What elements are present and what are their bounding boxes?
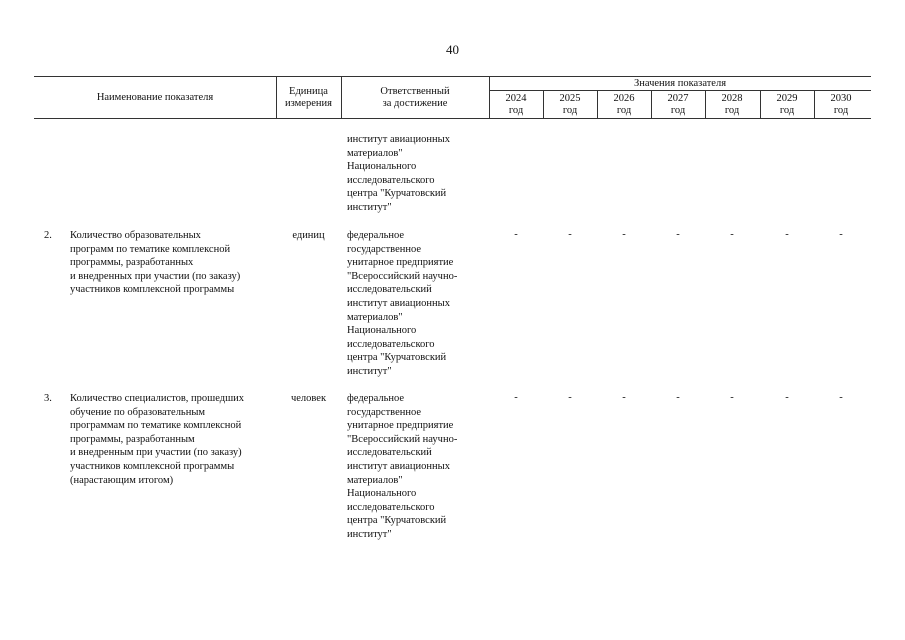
row-3-value-2025: - [568, 392, 572, 403]
header-year-2028: 2028 год [721, 93, 743, 116]
page-number: 40 [446, 42, 459, 57]
row-2-name: Количество образовательных программ по тематике комплексной программы, разработанных и внедренных при участии (по заказу) участников комплексной программы [70, 230, 241, 296]
row-3-value-2029: - [785, 392, 789, 403]
row-2-value-2026: - [622, 229, 626, 240]
row-3-value-2026: - [622, 392, 626, 403]
row-2-value-2030: - [839, 229, 843, 240]
header-year-2030: 2030 год [830, 93, 852, 116]
row-3-name: Количество специалистов, прошедших обучение по образовательным программам по тематике комплексной программы, разработанным и внедренным при участии (по заказу) участников комплексной программы (нарастающим итогом) [70, 393, 245, 486]
row-3-value-2028: - [730, 392, 734, 403]
header-responsible: Ответственный за достижение [380, 86, 450, 109]
row-2-value-2029: - [785, 229, 789, 240]
row-2-value-2024: - [514, 229, 518, 240]
header-values: Значения показателя [633, 78, 727, 89]
header-unit: Единица измерения [285, 86, 332, 109]
row-2-value-2027: - [676, 229, 680, 240]
row-3-unit: человек [290, 393, 327, 404]
row-2-value-2025: - [568, 229, 572, 240]
header-year-2026: 2026 год [613, 93, 635, 116]
row-3-value-2027: - [676, 392, 680, 403]
row-3-number: 3. [44, 393, 52, 404]
header-year-2027: 2027 год [667, 93, 689, 116]
continuation-responsible: институт авиационных материалов" Национального исследовательского центра "Курчатовский институт" [347, 134, 450, 213]
row-2-value-2028: - [730, 229, 734, 240]
table-top-border [34, 76, 871, 77]
header-bottom-border [34, 118, 871, 119]
row-3-responsible: федеральное государственное унитарное предприятие "Всероссийский научно- исследовательский институт авиационных материалов" Национального исследовательского центра "Курчатовский институт" [347, 393, 458, 540]
row-2-unit: единиц [292, 230, 325, 241]
row-3-value-2030: - [839, 392, 843, 403]
header-year-2024: 2024 год [505, 93, 527, 116]
row-3-value-2024: - [514, 392, 518, 403]
row-2-responsible: федеральное государственное унитарное предприятие "Всероссийский научно- исследовательский институт авиационных материалов" Национального исследовательского центра "Курчатовский институт" [347, 230, 458, 377]
row-2-number: 2. [44, 230, 52, 241]
header-year-2025: 2025 год [559, 93, 581, 116]
header-name: Наименование показателя [96, 92, 214, 103]
header-year-2029: 2029 год [776, 93, 798, 116]
